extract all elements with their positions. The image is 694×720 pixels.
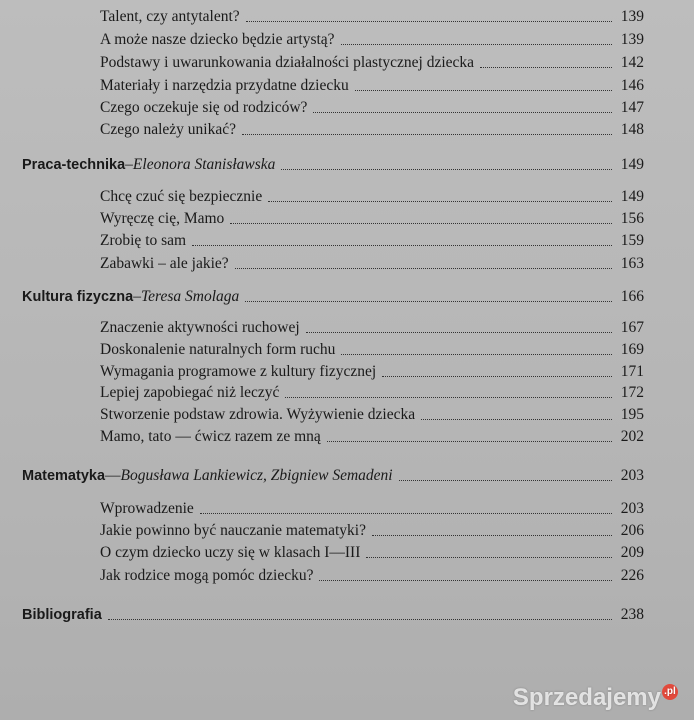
entry-page: 195 <box>620 406 644 423</box>
leader-dots <box>192 244 612 246</box>
entry-page: 203 <box>620 500 644 517</box>
leader-dots <box>341 43 612 45</box>
entry-title: Materiały i narzędzia przydatne dziecku <box>100 77 349 94</box>
toc-entry <box>100 231 644 251</box>
entry-page: 147 <box>620 99 644 116</box>
entry-title: Wprowadzenie <box>100 500 194 517</box>
entry-page: 209 <box>620 544 644 561</box>
section-dash: – <box>125 156 133 173</box>
entry-page: 142 <box>620 54 644 71</box>
leader-dots <box>242 133 612 135</box>
toc-entry <box>100 209 644 229</box>
entry-title: Wymagania programowe z kultury fizycznej <box>100 363 377 380</box>
section-author: Bogusława Lankiewicz, Zbigniew Semadeni <box>120 467 393 484</box>
toc-entry <box>100 405 644 425</box>
toc-entry <box>100 254 644 274</box>
leader-dots <box>281 168 612 170</box>
leader-dots <box>245 300 612 302</box>
toc-entry <box>100 543 644 563</box>
entry-title: Mamo, tato — ćwicz razem ze mną <box>100 428 321 445</box>
entry-title: A może nasze dziecko będzie artystą? <box>100 31 335 48</box>
toc-entry <box>100 53 644 73</box>
entry-page: 171 <box>620 363 644 380</box>
entry-title: Stworzenie podstaw zdrowia. Wyżywienie dziecka <box>100 406 416 423</box>
section-title: Kultura fizyczna <box>22 289 134 305</box>
section-dash: — <box>105 467 121 484</box>
leader-dots <box>306 331 612 333</box>
leader-dots <box>108 618 612 620</box>
toc-entry <box>100 187 644 207</box>
watermark-text: Sprzedajemy <box>512 684 661 711</box>
entry-page: 139 <box>620 31 644 48</box>
entry-title: Wyręczę cię, Mamo <box>100 210 225 227</box>
entry-page: 172 <box>620 384 644 401</box>
entry-page: 148 <box>620 121 644 138</box>
section-page: 238 <box>620 606 644 623</box>
leader-dots <box>399 479 612 481</box>
entry-title: Czego oczekuje się od rodziców? <box>100 99 308 116</box>
section-title: Matematyka <box>22 468 106 484</box>
leader-dots <box>200 512 612 514</box>
section-dash: – <box>133 288 141 305</box>
section-title: Bibliografia <box>22 607 102 623</box>
entry-title: Talent, czy antytalent? <box>100 8 240 25</box>
entry-page: 149 <box>620 188 644 205</box>
toc-entry <box>100 318 644 338</box>
entry-title: Zabawki – ale jakie? <box>100 255 229 272</box>
leader-dots <box>313 111 612 113</box>
toc-entry <box>100 362 644 382</box>
leader-dots <box>382 375 612 377</box>
entry-page: 167 <box>620 319 644 336</box>
toc-entry <box>100 383 644 403</box>
toc-entry <box>100 76 644 96</box>
toc-entry <box>100 340 644 360</box>
section-page: 203 <box>620 467 644 484</box>
entry-title: Jakie powinno być nauczanie matematyki? <box>100 522 366 539</box>
leader-dots <box>235 267 612 269</box>
entry-title: Lepiej zapobiegać niż leczyć <box>100 384 280 401</box>
leader-dots <box>327 440 612 442</box>
entry-title: Czego należy unikać? <box>100 121 236 138</box>
entry-page: 202 <box>620 428 644 445</box>
leader-dots <box>480 66 612 68</box>
leader-dots <box>285 396 612 398</box>
section-author: Eleonora Stanisławska <box>132 156 276 173</box>
toc-entry <box>100 521 644 541</box>
entry-page: 156 <box>620 210 644 227</box>
leader-dots <box>246 20 612 22</box>
entry-page: 139 <box>620 8 644 25</box>
section-author: Teresa Smolaga <box>140 288 240 305</box>
entry-page: 159 <box>620 232 644 249</box>
toc-section <box>22 287 644 307</box>
toc-entry <box>100 499 644 519</box>
leader-dots <box>421 418 612 420</box>
leader-dots <box>230 222 612 224</box>
entry-title: Jak rodzice mogą pomóc dziecku? <box>100 567 314 584</box>
leader-dots <box>372 534 612 536</box>
toc-section <box>22 155 644 175</box>
entry-page: 163 <box>620 255 644 272</box>
toc-section <box>22 466 644 486</box>
toc-entry <box>100 98 644 118</box>
entry-title: Doskonalenie naturalnych form ruchu <box>100 341 336 358</box>
leader-dots <box>355 89 612 91</box>
entry-page: 226 <box>620 567 644 584</box>
section-page: 166 <box>620 288 644 305</box>
toc-entry <box>100 7 644 27</box>
watermark-badge: .pl <box>662 684 678 700</box>
toc-entry <box>100 566 644 586</box>
watermark-logo <box>513 684 678 712</box>
entry-title: Zrobię to sam <box>100 232 187 249</box>
leader-dots <box>268 200 612 202</box>
entry-page: 146 <box>620 77 644 94</box>
toc-entry <box>100 427 644 447</box>
entry-title: Podstawy i uwarunkowania działalności plastycznej dziecka <box>100 54 475 71</box>
toc-entry <box>100 120 644 140</box>
entry-title: O czym dziecko uczy się w klasach I—III <box>100 544 361 561</box>
entry-title: Chcę czuć się bezpiecznie <box>100 188 263 205</box>
leader-dots <box>319 579 612 581</box>
toc-entry <box>100 30 644 50</box>
entry-page: 169 <box>620 341 644 358</box>
section-page: 149 <box>620 156 644 173</box>
section-title: Praca-technika <box>22 157 126 173</box>
leader-dots <box>366 556 612 558</box>
entry-page: 206 <box>620 522 644 539</box>
leader-dots <box>341 353 612 355</box>
entry-title: Znaczenie aktywności ruchowej <box>100 319 300 336</box>
toc-section <box>22 605 644 625</box>
